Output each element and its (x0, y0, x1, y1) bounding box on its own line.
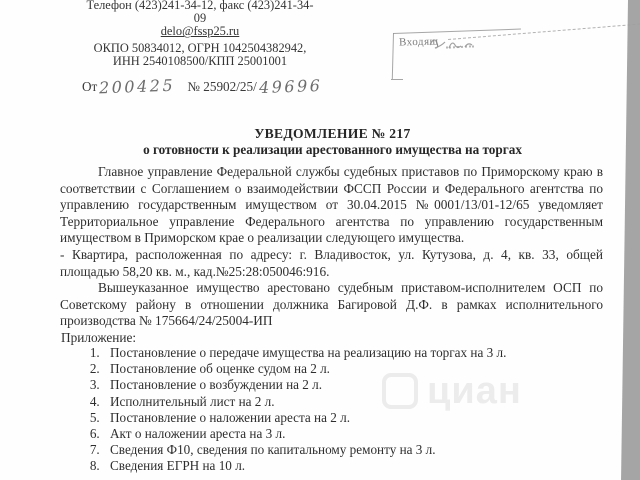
email-address: delo@fssp25.ru (160, 24, 240, 39)
attachment-item-1: 1. Постановление о передаче имущества на реализацию на торгах на 3 л. (103, 345, 640, 361)
reference-line (82, 75, 324, 98)
attachment-item-7: 7. Сведения Ф10, сведения по капитальному ремонту на 3 л. (103, 442, 640, 458)
phone-fax-line-wrap: 09 (193, 11, 207, 26)
outgoing-number: № 25902/25/ (187, 79, 257, 94)
attachment-item-8: 8. Сведения ЕГРН на 10 л. (103, 458, 640, 474)
handwritten-number: 49696 (258, 75, 323, 98)
document-subtitle: о готовности к реализации арестованного имущества на торгах (143, 142, 522, 157)
document-title: УВЕДОМЛЕНИЕ № 217 (254, 126, 411, 141)
okpo-ogrn-line: ОКПО 50834012, ОГРН 1042504382942, (93, 40, 307, 55)
letterhead (40, 0, 360, 68)
paragraph-arrest-info: Вышеуказанное имущество арестовано судебным приставом-исполнителем ОСП по Советскому району в отношении должника Багировой Д.Ф. в рамках исполнительного производства № 175664/24/25004-ИП (60, 280, 603, 329)
attachment-item-3: 3. Постановление о возбуждении на 2 л. (103, 377, 640, 393)
attachments-list (60, 345, 640, 475)
attachment-item-6: 6. Акт о наложении ареста на 3 л. (103, 426, 640, 442)
cian-watermark-text: циан (427, 370, 522, 412)
stamp-dashed-line (448, 23, 640, 40)
handwritten-date: 200425 (98, 75, 176, 98)
stamp-border-bottom-corner (391, 79, 403, 80)
paragraph-notification: Главное управление Федеральной службы судебных приставов по Приморскому краю в соответствии с Соглашением о взаимодействии ФССП России и Федерального агентства по управлению государственным имуществом от 30.04.2015 №0001/13/01-12/65 уведомляет Территориальное управление Федерального агентства по управлению государственным имуществом в Приморском крае о реализации следующего имущества. (60, 164, 603, 246)
phone-fax-line: Телефон (423)241-34-12, факс (423)241-34- (86, 0, 314, 12)
from-label: От (82, 79, 98, 94)
attachment-item-2: 2. Постановление об оценке судом на 2 л. (103, 361, 640, 377)
document-body (60, 164, 603, 330)
paragraph-property: - Квартира, расположенная по адресу: г. Владивосток, ул. Кутузова, д. 4, кв. 33, общей площадью 58,20 кв. м., кад.№25:28:050046:916. (60, 246, 603, 279)
attachments-label: Приложение: (61, 330, 137, 345)
incoming-stamp-label: Входящ (398, 35, 439, 49)
stamp-handwriting-scribble (428, 31, 474, 56)
attachment-item-5: 5. Постановление о наложении ареста на 2 л. (103, 410, 640, 426)
attachment-item-4: 4. Исполнительный лист на 2 л. (103, 394, 640, 410)
stamp-border-left (392, 33, 394, 79)
inn-kpp-line: ИНН 2540108500/КПП 25001001 (112, 53, 288, 68)
